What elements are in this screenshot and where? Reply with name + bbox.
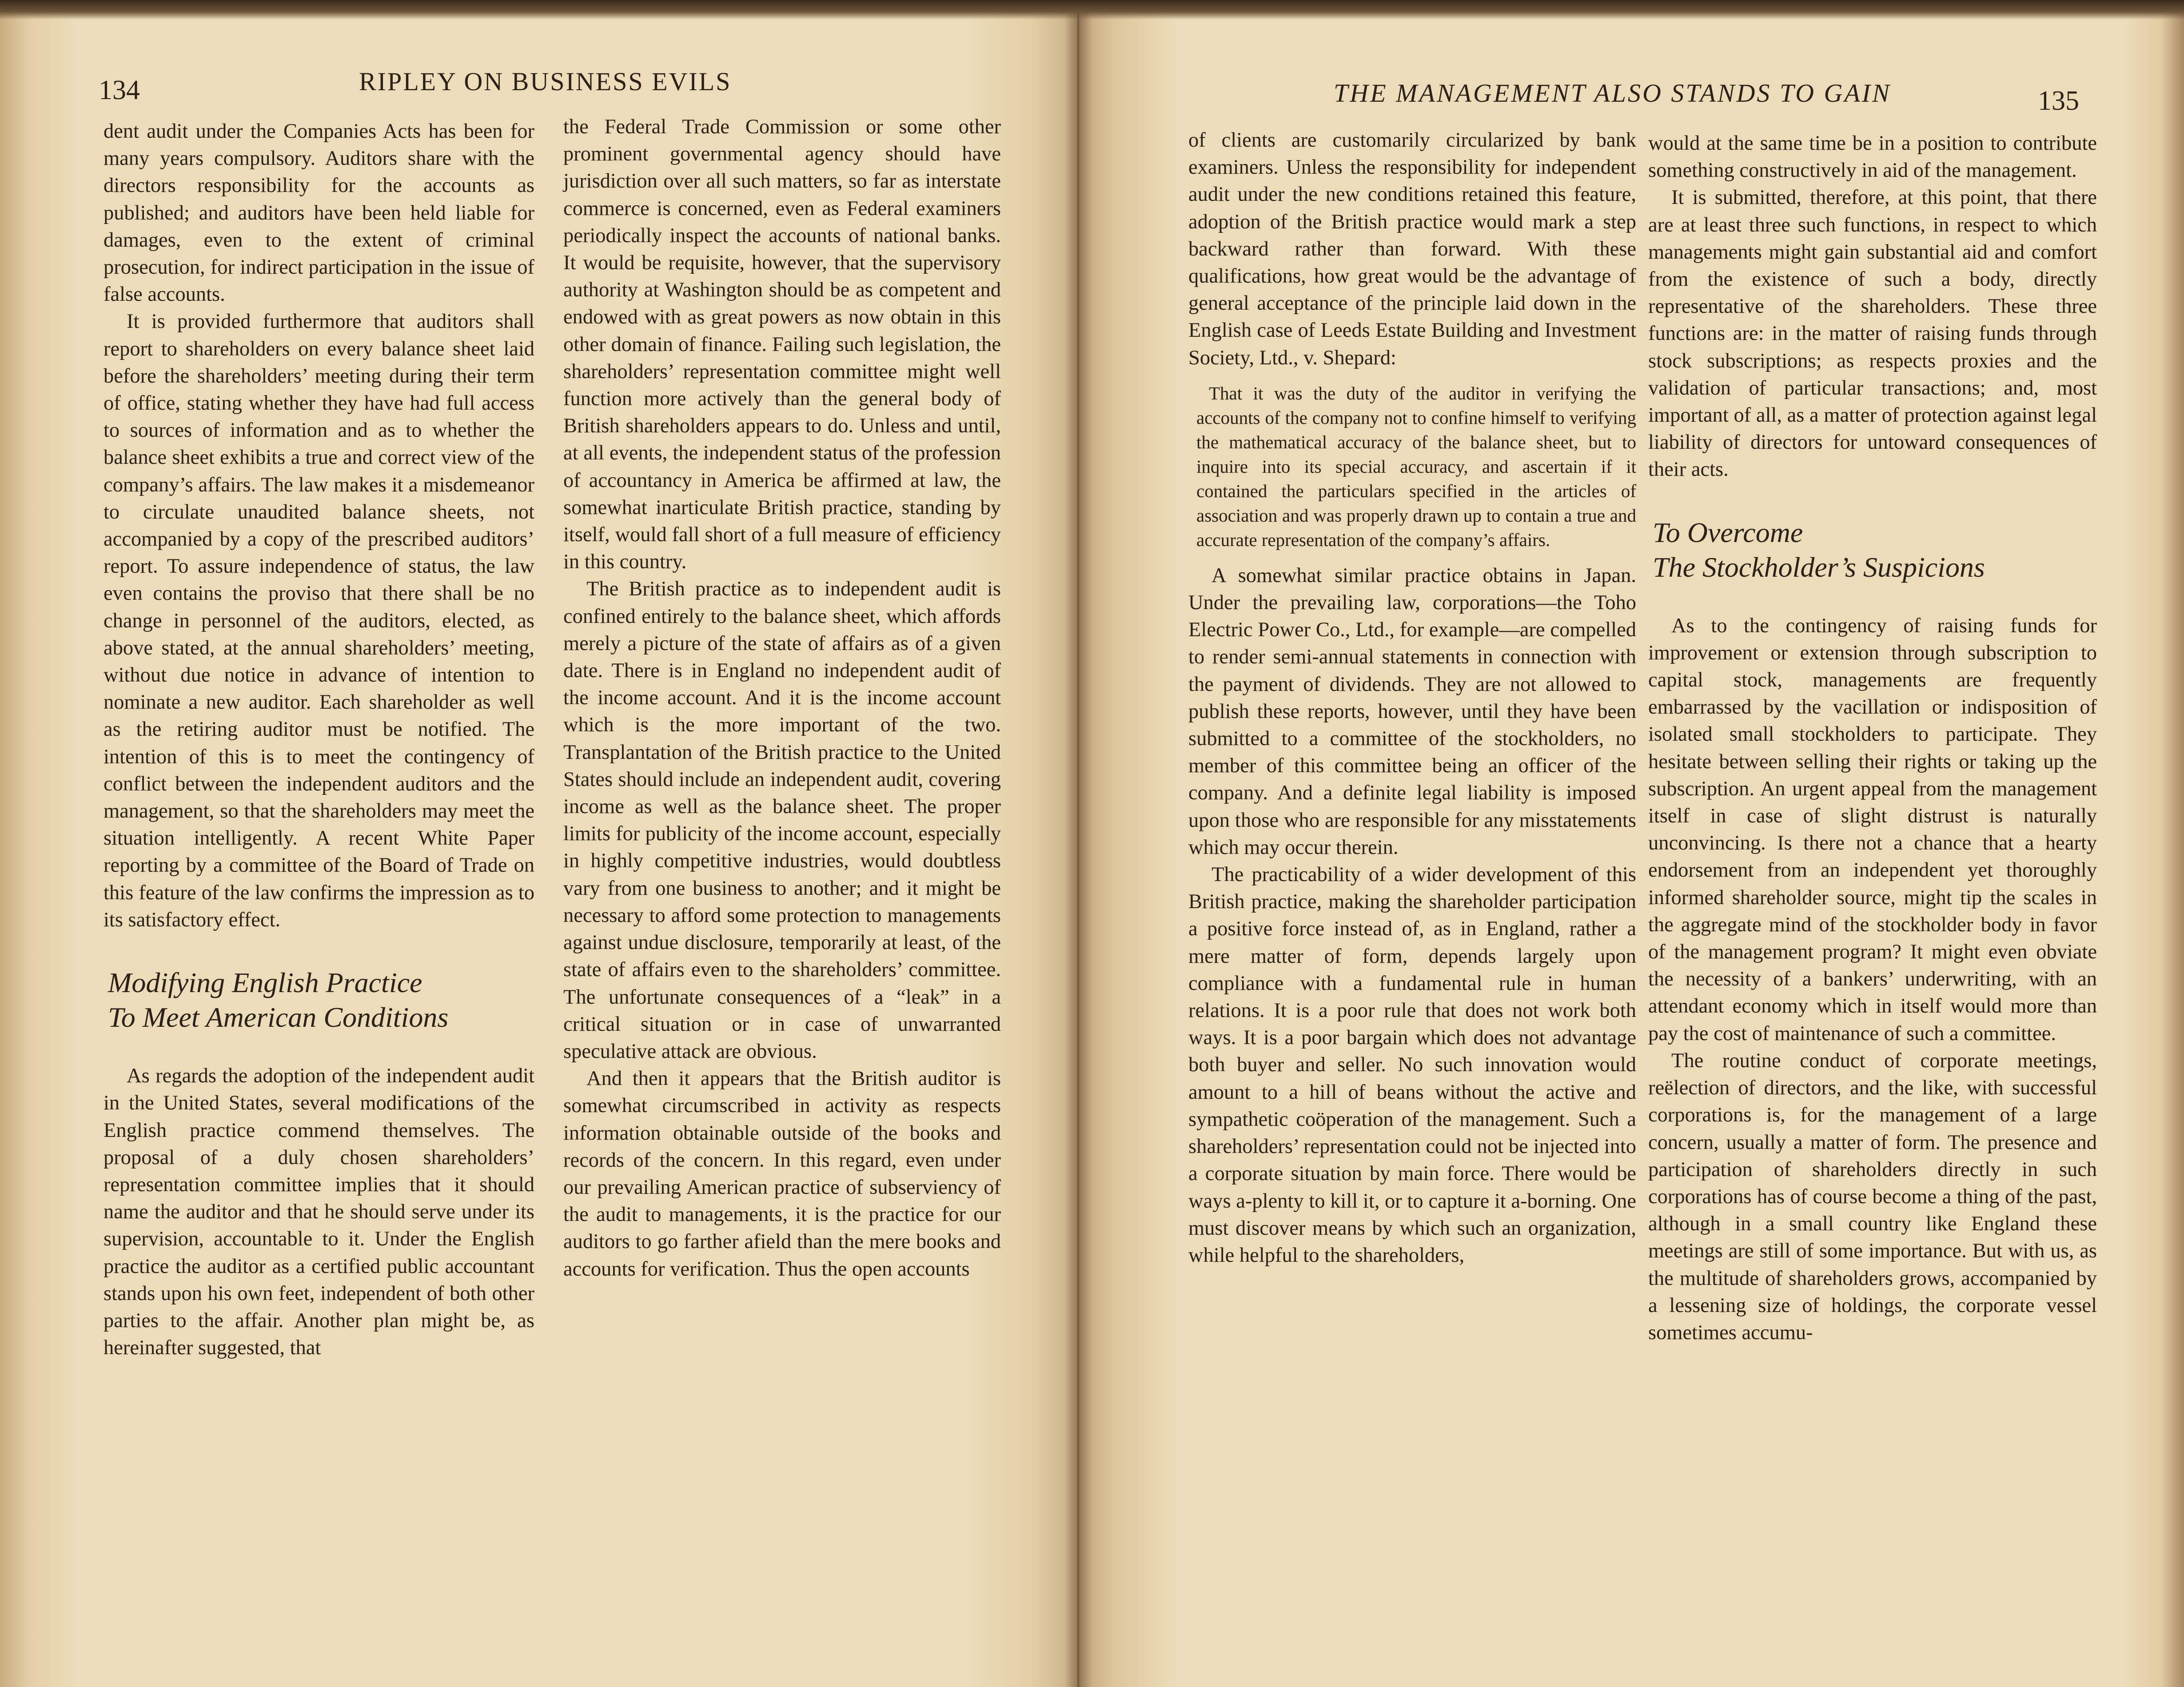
paragraph: As to the contingency of raising funds for improvement or extension through subscription to capital stock, managements are frequently embarrassed by the vacillation or indisposition of isolated small stockholders to participate. They hesitate between selling their rights or taking up the subscription. An urgent appeal from the management itself in case of slight distrust is naturally unconvincing. Is there not a chance that a hearty endorsement from an independent yet thoroughly informed shareholder source, might tip the scales in the aggregate mind of the stockholder body in favor of the management program? It might even obviate the necessity of a bankers’ underwriting, with an attendant economy which in itself would more than pay the cost of maintenance of such a committee. [1648, 614, 2097, 1045]
paragraph: A somewhat similar practice obtains in Japan. Under the prevailing law, corporations—the Toho Electric Power Co., Ltd., for example—are compelled to render semi-annual statements in connection with the payment of dividends. They are not allowed to publish these reports, however, until they have been submitted to a committee of the stockholders, no member of this committee being an officer of the company. And a definite legal liability is imposed upon those who are responsible for any misstatements which may occur therein. [1188, 564, 1636, 859]
book-top-edge [0, 0, 2184, 20]
right-page [1077, 0, 2184, 1687]
section-heading-line: The Stockholder’s Suspicions [1653, 551, 1985, 583]
paragraph: As regards the adoption of the independent audit in the United States, several modifications of the English practice commend themselves. The proposal of a duly chosen shareholders’ representation committee implies that it should name the auditor and that he should serve under its supervision, accountable to it. Under the English practice the auditor as a certified public accountant stands upon his own feet, independent of both other parties to the affair. Another plan might be, as hereinafter suggested, that [104, 1065, 534, 1360]
page-number: 134 [99, 75, 140, 105]
left-column-1 [104, 118, 534, 1361]
paragraph: dent audit under the Companies Acts has been for many years compulsory. Auditors share with the directors responsibility for the accounts as published; and auditors have been held liable for damages, even to the extent of criminal prosecution, for indirect participation in the issue of false accounts. [104, 120, 534, 306]
running-head: THE MANAGEMENT ALSO STANDS TO GAIN [1334, 79, 1891, 108]
section-heading [108, 965, 534, 1035]
paragraph: And then it appears that the British auditor is somewhat circumscribed in activity as respects information obtainable outside of the books and records of the concern. In this regard, even under our prevailing American practice of subserviency of the audit to managements, it is the practice for our auditors to go farther afield than the mere books and accounts for verification. Thus the open accounts [563, 1067, 1001, 1280]
section-heading-line: To Overcome [1653, 516, 1803, 548]
right-column-1 [1188, 127, 1636, 1269]
section-heading-line: To Meet American Conditions [108, 1001, 449, 1033]
right-column-2 [1648, 130, 2097, 1346]
section-heading [1653, 515, 2097, 585]
paragraph: The practicability of a wider development of this British practice, making the shareholder participation a positive force instead of, as in England, rather a mere matter of form, depends largely upon compliance with a fundamental rule in human relations. It is a poor rule that does not work both ways. It is a poor bargain which does not advantage both buyer and seller. No such innovation would amount to a hill of beans without the active and sympathetic coöperation of the management. Such a shareholders’ representation could not be injected into a corporate situation by main force. There would be ways a-plenty to kill it, or to capture it a-borning. One must discover means by which such an organization, while helpful to the shareholders, [1188, 863, 1636, 1267]
block-quote: That it was the duty of the auditor in verifying the accounts of the company not to confine himself to verifying the mathematical accuracy of the balance sheet, but to inquire into its special accuracy, and ascertain if it contained the particulars specified in the articles of association and was properly drawn up to contain a true and accurate representation of the company’s affairs. [1196, 383, 1636, 550]
section-heading-line: Modifying English Practice [108, 967, 422, 999]
running-head: RIPLEY ON BUSINESS EVILS [359, 67, 732, 96]
paragraph: the Federal Trade Commission or some other prominent governmental agency should have jurisdiction over all such matters, so far as interstate commerce is concerned, even as Federal examiners periodically inspect the accounts of national banks. It would be requisite, however, that the supervisory authority at Washington should be as competent and endowed with as great powers as now obtain in this other domain of finance. Failing such legislation, the shareholders’ representation committee might well function more actively than the general body of British shareholders appears to do. Unless and until, at all events, the independent status of the profession of accountancy in America be affirmed at law, the somewhat inarticulate British practice, standing by itself, would fall short of a full measure of efficiency in this country. [563, 116, 1001, 574]
paragraph: The routine conduct of corporate meetings, reëlection of directors, and the like, with successful corporations is, for the management of a large concern, usually a matter of form. The presence and participation of shareholders directly in such corporations has of course become a thing of the past, although in a small country like England these meetings are still of some importance. But with us, as the multitude of shareholders grows, accompanied by a lessening size of holdings, the corporate vessel sometimes accumu- [1648, 1049, 2097, 1344]
paragraph: would at the same time be in a position to contribute something constructively in aid of the management. [1648, 132, 2097, 182]
paragraph: of clients are customarily circularized by bank examiners. Unless the responsibility for independent audit under the new conditions retained this feature, adoption of the British practice would mark a step backward rather than forward. With these qualifications, how great would be the advantage of general acceptance of the principle laid down in the English case of Leeds Estate Building and Investment Society, Ltd., v. Shepard: [1188, 129, 1636, 369]
paragraph: It is provided furthermore that auditors shall report to shareholders on every balance sheet laid before the shareholders’ meeting during their term of office, stating whether they have had full access to sources of information and as to whether the balance sheet exhibits a true and correct view of the company’s affairs. The law makes it a misdemeanor to circulate unaudited balance sheets, not accompanied by a copy of the prescribed auditors’ report. To assure independence of status, the law even contains the proviso that there shall be no change in personnel of the auditors, elected, as above stated, at the annual shareholders’ meeting, without due notice in advance of intention to nominate a new auditor. Each shareholder as well as the retiring auditor must be notified. The intention of this is to meet the contingency of conflict between the independent auditors and the management, so that the shareholders may meet the situation intelligently. A recent White Paper reporting by a committee of the Board of Trade on this feature of the law confirms the impression as to its satisfactory effect. [104, 310, 534, 931]
paragraph: It is submitted, therefore, at this point, that there are at least three such functions, in respect to which managements might gain substantial aid and comfort from the existence of such a body, directly representative of the shareholders. These three functions are: in the matter of raising funds through stock subscriptions; as respects proxies and the validation of particular transactions; and, most important of all, as a matter of protection against legal liability of directors for untoward consequences of their acts. [1648, 186, 2097, 481]
left-column-2 [563, 113, 1001, 1283]
paragraph: The British practice as to independent audit is confined entirely to the balance sheet, which affords merely a picture of the state of affairs as of a given date. There is in England no independent audit of the income account. And it is the income account which is the more important of the two. Transplantation of the British practice to the United States should include an independent audit, covering income as well as the balance sheet. The proper limits for publicity of the income account, especially in highly competitive industries, would doubtless vary from one business to another; and it might be necessary to afford some protection to managements against undue disclosure, temporarily at least, of the state of affairs even to the shareholders’ committee. The unfortunate consequences of a “leak” in a critical situation or in case of unwarranted speculative attack are obvious. [563, 578, 1001, 1063]
book-gutter [1064, 0, 1092, 1687]
left-page [0, 0, 1077, 1687]
page-number: 135 [2038, 86, 2079, 116]
